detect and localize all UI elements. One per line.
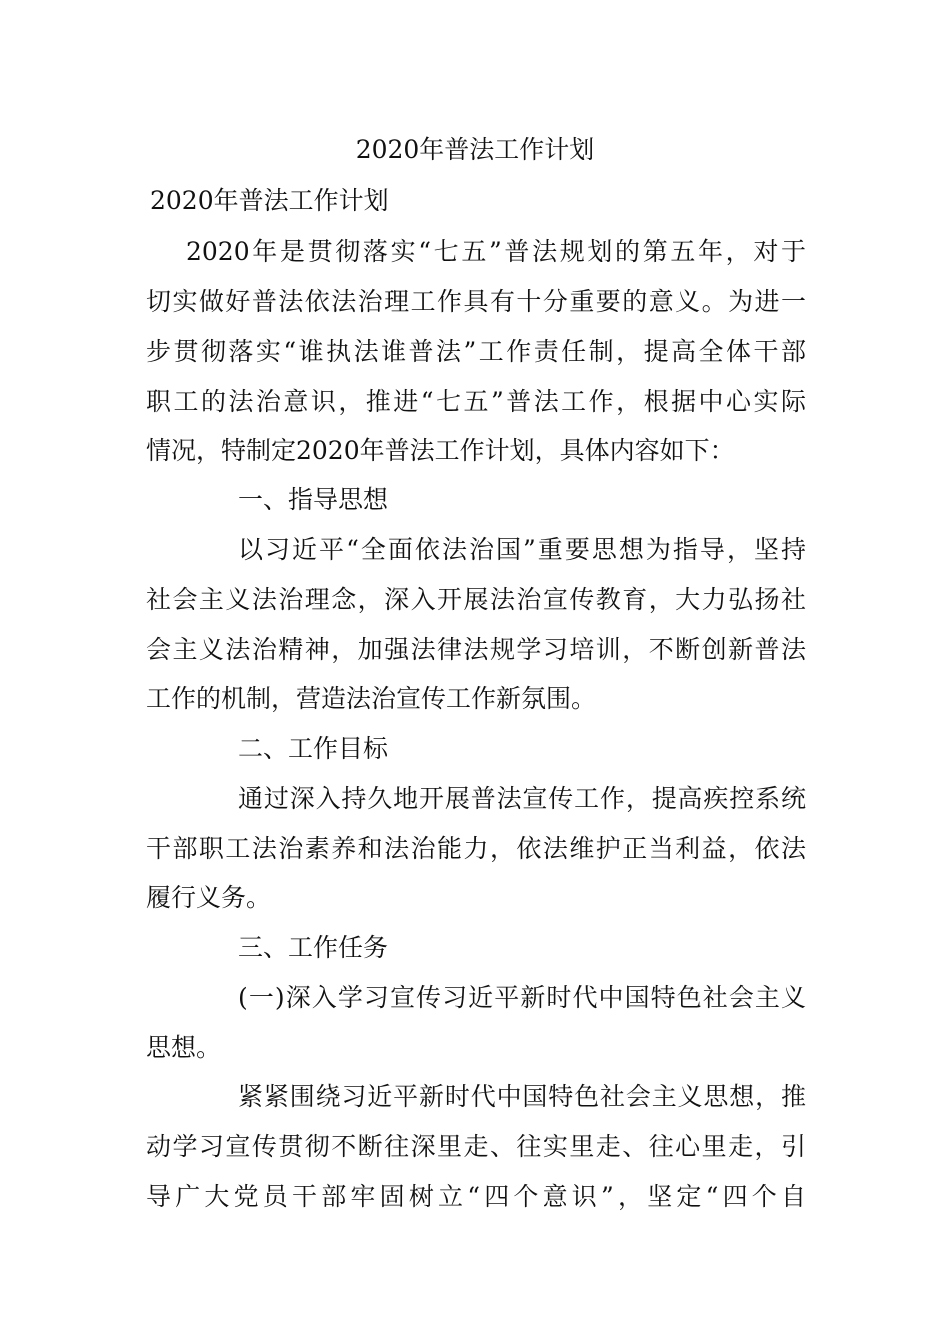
section-heading-work-goals: 二、工作目标 [238, 734, 389, 763]
intro-line: 2020年是贯彻落实“七五”普法规划的第五年，对于 [186, 237, 806, 266]
task-item-body-line: 紧紧围绕习近平新时代中国特色社会主义思想，推 [238, 1082, 806, 1111]
section1-line: 工作的机制，营造法治宣传工作新氛围。 [146, 684, 597, 713]
task-item-heading: (一)深入学习宣传习近平新时代中国特色社会主义 [238, 983, 806, 1012]
document-subtitle: 2020年普法工作计划 [150, 186, 389, 215]
document-title: 2020年普法工作计划 [355, 135, 595, 164]
section2-line: 干部职工法治素养和法治能力，依法维护正当利益，依法 [146, 834, 806, 863]
section1-line: 以习近平“全面依法治国”重要思想为指导，坚持 [238, 535, 806, 564]
intro-line: 情况，特制定2020年普法工作计划，具体内容如下： [146, 436, 735, 465]
task-item-body-line: 动学习宣传贯彻不断往深里走、往实里走、往心里走，引 [146, 1132, 806, 1161]
task-item-body-line: 导广大党员干部牢固树立“四个意识”，坚定“四个自 [146, 1182, 806, 1211]
section2-line: 通过深入持久地开展普法宣传工作，提高疾控系统 [238, 784, 806, 813]
intro-line: 步贯彻落实“谁执法谁普法”工作责任制，提高全体干部 [146, 337, 806, 366]
section1-line: 社会主义法治理念，深入开展法治宣传教育，大力弘扬社 [146, 585, 806, 614]
intro-line: 切实做好普法依法治理工作具有十分重要的意义。为进一 [146, 287, 806, 316]
section2-line: 履行义务。 [146, 883, 272, 912]
task-item-heading: 思想。 [146, 1033, 222, 1062]
section1-line: 会主义法治精神，加强法律法规学习培训，不断创新普法 [146, 635, 806, 664]
section-heading-work-tasks: 三、工作任务 [238, 933, 389, 962]
intro-line: 职工的法治意识，推进“七五”普法工作，根据中心实际 [146, 387, 806, 416]
section-heading-guiding-thought: 一、指导思想 [238, 485, 389, 514]
